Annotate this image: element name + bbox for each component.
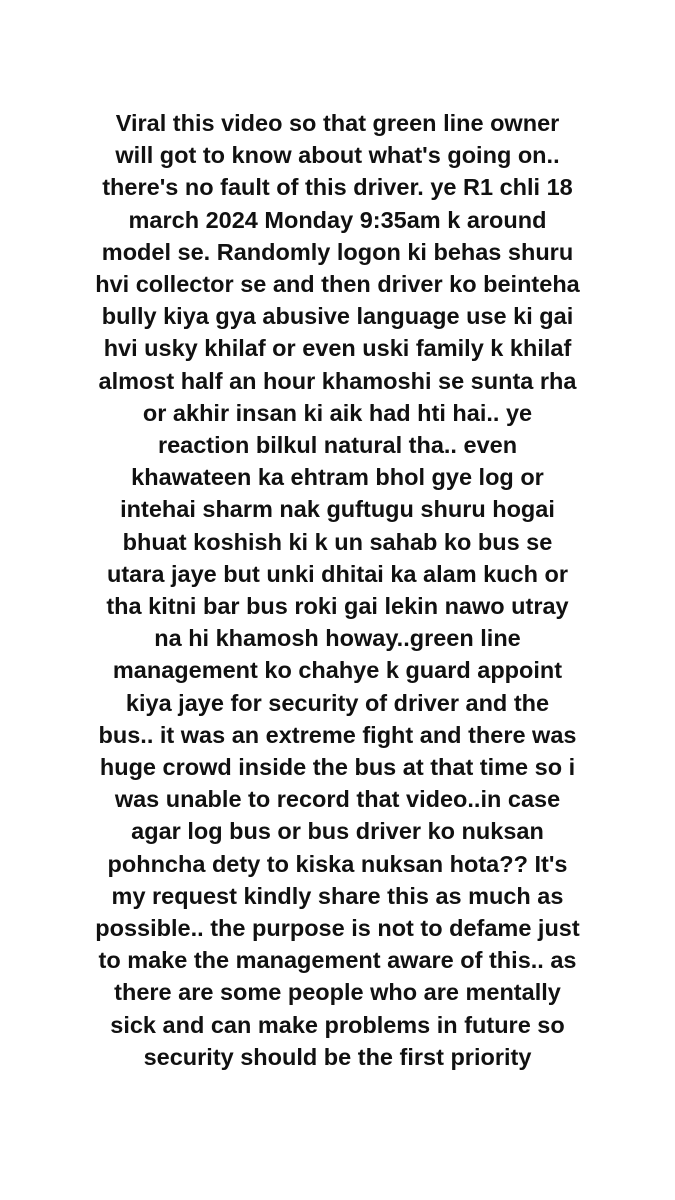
text-line: my request kindly share this as much as: [111, 882, 564, 909]
text-line: march 2024 Monday 9:35am k around: [128, 206, 547, 233]
text-line: bhuat koshish ki k un sahab ko bus se: [122, 528, 553, 555]
text-line: there's no fault of this driver. ye R1 chli 18: [102, 174, 573, 201]
text-line: Viral this video so that green line owner: [115, 110, 560, 136]
text-line: agar log bus or bus driver ko nuksan: [131, 818, 544, 845]
text-line: bully kiya gya abusive language use ki gai: [101, 303, 574, 330]
text-line: will got to know about what's going on..: [115, 142, 560, 169]
text-line: hvi collector se and then driver ko beinteha: [95, 271, 580, 298]
text-line: utara jaye but unki dhitai ka alam kuch or: [107, 560, 568, 587]
text-line: khawateen ka ehtram bhol gye log or: [131, 464, 544, 491]
text-line: na hi khamosh howay..green line: [154, 625, 521, 652]
text-line: hvi usky khilaf or even uski family k khilaf: [103, 335, 572, 362]
text-line: possible.. the purpose is not to defame just: [95, 915, 580, 942]
text-line: bus.. it was an extreme fight and there was: [98, 721, 577, 748]
post-text: [40, 107, 635, 1073]
text-line: tha kitni bar bus roki gai lekin nawo utray: [106, 593, 569, 620]
text-line: or akhir insan ki aik had hti hai.. ye: [142, 399, 533, 426]
text-line: was unable to record that video..in case: [114, 786, 561, 813]
text-line: sick and can make problems in future so: [110, 1011, 565, 1038]
text-line: security should be the first priority: [143, 1043, 532, 1070]
text-line: management ko chahye k guard appoint: [112, 657, 563, 684]
text-line: to make the management aware of this.. as: [98, 947, 577, 974]
text-line: there are some people who are mentally: [114, 979, 561, 1006]
text-line: intehai sharm nak guftugu shuru hogai: [120, 496, 555, 523]
text-line: almost half an hour khamoshi se sunta rha: [98, 367, 577, 394]
text-line: kiya jaye for security of driver and the: [125, 689, 550, 716]
text-line: model se. Randomly logon ki behas shuru: [101, 238, 574, 265]
text-line: reaction bilkul natural tha.. even: [157, 432, 518, 459]
text-line: pohncha dety to kiska nuksan hota?? It's: [107, 850, 568, 877]
text-line: huge crowd inside the bus at that time so i: [99, 754, 576, 781]
